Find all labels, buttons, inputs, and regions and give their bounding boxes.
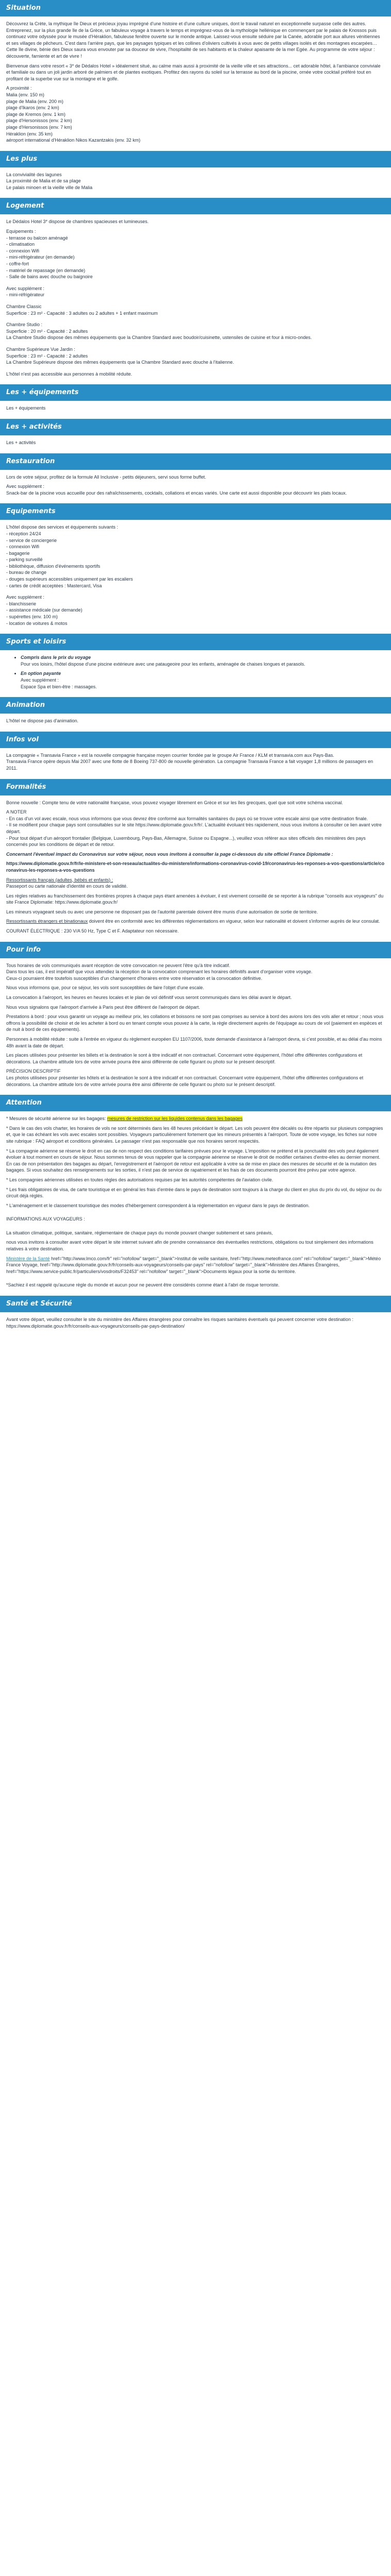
section-title-sports: Sports et loisirs bbox=[0, 634, 391, 650]
situation-intro-1: Découvrez la Crète, la mythique île Dieux et précieux joyau imprégné d'une histoire et d'une culture uniques, dont le travail naturel en exceptionnelle surpasse celle des autres. Entreprenez, sur la plus grande île de la Grèce, un fabuleux voyage à travers le temps et imprégnez-vous de la mythologie hellénique en commençant par le palais de Knossos puis continuez votre odyssée pour le musée d'Héraklion, fabuleuse fenêtre ouverte sur le monde antique. Laissez-vous ensuite séduire par la Canée, adorable port aux allures vénitiennes et ses villages de pêcheurs. C'est dans l'arrière pays, que les paysages typiques et les collines d'oliviers cultivés à vous avec de petits villages isolés et des montagnes escarpées… Cette île divine, bénie des Dieux saura vous envouter par sa douceur de vivre, l'hospitalité de ses habitants et la chaleur apaisante de la mer Egée. Au programme de votre séjour : découverte, farniente et art de vivre ! bbox=[6, 21, 380, 59]
attention-p6: * L'aménagement et le classement touristique des modes d'hébergement correspondent à la réglementation en vigueur dans le pays de destination. bbox=[6, 1202, 310, 1208]
situation-intro-2: Bienvenue dans votre resort « 3* de Dédalos Hotel » idéalement situé, au calme mais aussi à proximité de la vieille ville et ses attractions... cet adorable hôtel, à l'ambiance conviviale et familiale ou dans un joli jardin arboré de palmiers et de plantes exotiques. Profitez des rayons du soleil sur la terrasse au bord de la piscine, ornée votre cocktail préféré tout en profitant de la superbe vue sur la montagne et le golfe. bbox=[6, 63, 381, 81]
section-activites-plus bbox=[0, 439, 391, 446]
equipements-extra-item: - location de voitures & motos bbox=[6, 620, 68, 626]
equipements-extra-item: - supérettes (env. 100 m) bbox=[6, 614, 58, 620]
proximity-item: plage d'Ikaros (env. 2 km) bbox=[6, 105, 59, 111]
attention-p9 bbox=[6, 1256, 385, 1275]
attention-p9-text: href="http://www.lmco.com/fr" rel="nofollow" target="_blank">Institut de veille sanitaire, href="http://www.meteofrance.com" rel="nofollow" target="_blank">Météo France Voyage, href="http://www.diplomatie.gouv.fr/fr/conseils-aux-voyageurs/conseils-par-pays" rel="nofollow" target="_blank">Ministère des Affaires Étrangères, href="https://www.service-public.fr/particuliers/vosdroits/F32453" rel="nofollow" target="_blank">Documents légaux pour la sortie du territoire. bbox=[6, 1256, 381, 1274]
logement-equip-item: - terrasse ou balcon aménagé bbox=[6, 235, 68, 241]
section-title-pour-info: Pour info bbox=[0, 942, 391, 958]
equipements-extra-title: Avec supplément : bbox=[6, 595, 44, 600]
infos-line: Transavia France opère depuis Mai 2007 avec une flotte de 8 Boeing 737-800 de nouvelle génération. La compagnie Transavia France a fait voyager 1,8 millions de passagers en 2011. bbox=[6, 759, 373, 771]
sports-item-description: Avec supplément : Espace Spa et bien-être : massages. bbox=[21, 677, 97, 689]
room-description: La Chambre Supérieure dispose des mêmes équipements que la Chambre Standard avec douche à l'italienne. bbox=[6, 360, 234, 365]
section-pour-info bbox=[0, 962, 391, 1088]
pourinfo-para: Les places utilisées pour présenter les billets et la destination le sont à titre indicatif et non contractuel. Concernant votre équipement, l'hôtel offre différentes configurations et décorations. La chambre attitude lors de votre arrivée pourra être ainsi différente de celle figurant ou photo sur le présent descriptif. bbox=[6, 1053, 363, 1064]
sports-list bbox=[6, 654, 385, 690]
section-restauration bbox=[0, 474, 391, 497]
pourinfo-para: Les photos utilisées pour présenter les hôtels et la destination le sont à titre indicatif et non contractuel. Concernant votre équipement, l'hôtel offre différentes configurations et décorations. La chambre attitude lors de votre arrivée pourra être ainsi différente de celle figurant ou photo sur le présent descriptif. bbox=[6, 1075, 364, 1087]
animation-text: L'hôtel ne dispose pas d'animation. bbox=[6, 718, 79, 724]
proximity-item: aéroport international d'Héraklion Nikos Kazantzakis (env. 32 km) bbox=[6, 138, 141, 143]
proximity-list bbox=[6, 85, 385, 143]
section-logement bbox=[0, 218, 391, 377]
equipements-supplement bbox=[6, 594, 385, 626]
equipements-item: - parking surveillé bbox=[6, 557, 43, 563]
equipements-item: - bagagerie bbox=[6, 550, 30, 556]
formalites-note-title: A NOTER bbox=[6, 809, 27, 815]
covid-link[interactable]: https://www.diplomatie.gouv.fr/fr/le-ministere-et-son-reseau/actualites-du-ministere/informations-coronavirus-covid-19/coronavirus-les-reponses-a-vos-questions/article/coronavirus-les-reponses-a-vos-questions bbox=[6, 861, 385, 873]
attention-p1 bbox=[6, 1115, 385, 1122]
section-title-equipements-plus: Les + équipements bbox=[0, 384, 391, 401]
logement-equip-title: Equipements : bbox=[6, 229, 36, 234]
attention-p10: *Sachiez il est rappelé qu'aucune règle du monde et aucun pour ne peuvent être considérés comme étant à l'abri de risque terroriste. bbox=[6, 1282, 280, 1288]
proximity-item: plage d'Hersonissos (env. 7 km) bbox=[6, 124, 72, 130]
equipements-item: - service de conciergerie bbox=[6, 537, 57, 543]
logement-equip-item: - connexion Wifi bbox=[6, 248, 40, 253]
equipements-list bbox=[6, 524, 385, 589]
equipements-plus-text: Les + équipements bbox=[6, 405, 46, 411]
logement-equip-item: - mini-réfrigérateur (en demande) bbox=[6, 255, 75, 260]
infos-line: La compagnie « Transavia France » est la nouvelle compagnie française moyen courrier fondée par le groupe Air France / KLM et transavia.com aux Pays-Bas. bbox=[6, 752, 334, 758]
restauration-extra-title: Avec supplément : bbox=[6, 484, 44, 489]
proximity-item: Malia (env. 150 m) bbox=[6, 92, 44, 97]
equipements-item: - bureau de change bbox=[6, 570, 47, 575]
sports-item-description: Pour vos loisirs, l'hôtel dispose d'une piscine extérieure avec une pataugeoire pour les enfants, aménagée de chaises longues et parasols. bbox=[21, 661, 305, 667]
section-formalites bbox=[0, 800, 391, 935]
proximity-item: plage de Malia (env. 200 m) bbox=[6, 98, 63, 104]
pourinfo-para: Prestations à bord : pour vous garantir un voyage au meilleur prix, les collations et boissons ne sont pas comprises au service à bord des avions lors des vols aller et retour ; nous vous offrons la possibilité de choisir et de les acheter à bord ou en tenant compte vous pouvez à la carte, la règle directement auprès de l'équipage au cours de vol (paiement en espèces et de nuit à bord de ces équipements). bbox=[6, 1014, 384, 1032]
room-details: Superficie : 20 m² - Capacité : 2 adultes bbox=[6, 328, 88, 334]
section-sports bbox=[0, 654, 391, 690]
section-title-formalites: Formalités bbox=[0, 779, 391, 795]
courant-electrique: COURANT ÉLECTRIQUE : 230 V/A 50 Hz, Type C et F. Adaptateur non nécessaire. bbox=[6, 928, 179, 934]
restauration-intro: Lors de votre séjour, profitez de la formule All Inclusive - petits déjeuners, servi sous forme buffet. bbox=[6, 474, 206, 480]
room-classic bbox=[6, 303, 385, 316]
pourinfo-para: Nous vous signalons que l'aéroport d'arrivée à Paris peut être différent de l'aéroport de départ. bbox=[6, 1004, 200, 1010]
ressortissants-title: Ressortissants français (adultes, bébés et enfants) : bbox=[6, 877, 113, 883]
activites-plus-text: Les + activités bbox=[6, 439, 36, 445]
room-studio bbox=[6, 321, 385, 341]
section-title-equipements: Equipements bbox=[0, 503, 391, 520]
etrangers-text bbox=[6, 918, 385, 925]
pourinfo-para: Dans tous les cas, il est impératif que vous attendiez la réception de la convocation comprenant les horaires définitifs avant d'organiser votre voyage. bbox=[6, 969, 313, 975]
equipements-extra-item: - assistance médicale (sur demande) bbox=[6, 607, 83, 613]
plus-item: Le palais minoen et la vieille ville de Malia bbox=[6, 184, 93, 190]
attention-p5: * Les frais obligatoires de visa, de carte touristique et en général les frais d'entrée dans le pays de destination sont toujours à la charge du client en plus du prix du vol, du séjour ou du circuit déjà réglés. bbox=[6, 1187, 382, 1199]
proximity-item: Héraklion (env. 35 km) bbox=[6, 131, 53, 137]
logement-intro: Le Dédalos Hotel 3* dispose de chambres spacieuses et lumineuses. bbox=[6, 219, 149, 225]
logement-supplement bbox=[6, 285, 385, 298]
section-title-infos-vol: Infos vol bbox=[0, 732, 391, 748]
logement-equip-item: - matériel de repassage (en demande) bbox=[6, 267, 86, 273]
logement-equip-item: - coffre-fort bbox=[6, 261, 29, 267]
etrangers-title: Ressortissants étrangers et binationaux bbox=[6, 919, 88, 924]
proximity-title: A proximité : bbox=[6, 86, 32, 91]
room-description: La Chambre Studio dispose des mêmes équipements que la Chambre Standard avec boudoir/cuisinette, ustensiles de cuisine et four à micro-ondes. bbox=[6, 335, 312, 341]
section-animation bbox=[0, 718, 391, 724]
ministere-sante-link[interactable]: Ministère de la Santé bbox=[6, 1256, 50, 1261]
pourinfo-para: Nous vous informons que, pour ce séjour, les vols sont susceptibles de faire l'objet d'une escale. bbox=[6, 985, 204, 991]
formalites-p3: - Pour tout départ d'un aéroport frontalier (Belgique, Luxembourg, Pays-Bas, Allemagne, Suisse ou Espagne...), veuillez vous référer aux sites officiels des ministères des pays concernés pour les conditions de départ et de retour. bbox=[6, 835, 366, 848]
section-title-animation: Animation bbox=[0, 697, 391, 714]
pourinfo-para: Tous horaires de vols communiqués avant réception de votre convocation ne peuvent l'être qu'à titre indicatif. bbox=[6, 962, 231, 968]
sports-item-included bbox=[21, 654, 385, 667]
equipements-item: - douges supérieurs accessibles uniquement par les escaliers bbox=[6, 577, 133, 582]
regles-text: Les règles relatives au franchissement des frontières propres à chaque pays étant amenées à évoluer, il est vivement conseillé de se reporter à la rubrique "conseils aux voyageurs" du site France Diplomatie: https://www.diplomatie.gouv.fr/ bbox=[6, 893, 384, 905]
equipements-extra-item: - blanchisserie bbox=[6, 601, 37, 606]
section-equipements bbox=[0, 524, 391, 626]
logement-equip-item: - Salle de bains avec douche ou baignoire bbox=[6, 274, 93, 280]
pourinfo-para: Personnes à mobilité réduite : suite à l'entrée en vigueur du règlement européen EU 1107/2006, toute demande d'assistance à l'aéroport devra, si c'est possible, et au délai d'au moins 48h avant la date de départ. bbox=[6, 1037, 382, 1048]
section-title-sante: Santé et Sécurité bbox=[0, 1296, 391, 1312]
section-plus bbox=[0, 172, 391, 191]
mineurs-text: Les mineurs voyageant seuls ou avec une personne ne disposant pas de l'autorité parentale doivent être munis d'une autorisation de sortie de territoire. bbox=[6, 909, 318, 914]
ressortissants-text: Passeport ou carte nationale d'identité en cours de validité. bbox=[6, 884, 128, 889]
section-title-plus: Les plus bbox=[0, 151, 391, 167]
equipements-item: - cartes de crédit acceptées : Mastercard, Visa bbox=[6, 583, 102, 588]
attention-p7: La situation climatique, politique, sanitaire, réglementaire de chaque pays du monde pouvant changer subitement et sans préavis, bbox=[6, 1230, 273, 1235]
pourinfo-heading: PRÉCISION DESCRIPTIF bbox=[6, 1069, 61, 1074]
section-title-logement: Logement bbox=[0, 198, 391, 214]
room-name: Chambre Studio : bbox=[6, 322, 43, 328]
section-title-activites-plus: Les + activités bbox=[0, 419, 391, 435]
formalites-note-text: - En cas d'un vol avec escale, nous vous informons que vous devrez être conformé aux formalités sanitaires du pays où se trouve votre escale ainsi que votre destination finale. bbox=[6, 816, 368, 821]
attention-p4: * Les compagnies aériennes utilisées en toutes règles des autorisations requises par les autorités compétentes de l'aviation civile. bbox=[6, 1177, 273, 1182]
room-name: Chambre Classic bbox=[6, 304, 42, 309]
section-equipements-plus bbox=[0, 405, 391, 412]
etrangers-body: doivent être en conformité avec les différentes réglementations en vigueur, selon leur nationalité et doivent s'informer auprès de leur consulat. bbox=[88, 919, 380, 924]
logement-equip-item: - climatisation bbox=[6, 242, 35, 247]
section-title-situation: Situation bbox=[0, 0, 391, 16]
room-name: Chambre Supérieure Vue Jardin : bbox=[6, 346, 75, 352]
proximity-item: plage d'Hersonissos (env. 2 km) bbox=[6, 118, 72, 124]
room-superieure bbox=[6, 346, 385, 366]
logement-extra-item: - mini-réfrigérateur bbox=[6, 292, 45, 298]
section-situation bbox=[0, 21, 391, 144]
sports-item-option bbox=[21, 670, 385, 690]
formalites-p1: Bonne nouvelle : Compte tenu de votre nationalité française, vous pouvez voyager librement en Grèce et sur les îles grecques, quel que soit votre schéma vaccinal. bbox=[6, 800, 343, 805]
equipements-item: - bibliothèque, diffusion d'événements sportifs bbox=[6, 563, 101, 569]
formalites-p2: - Il se modifient pour chaque pays sont consultables sur le site https://www.diplomatie.gouv.fr/fr/. L'actualité évoluant très rapidement, nous vous invitons à consulter ce lien avant votre départ. bbox=[6, 822, 382, 834]
infos-voyageurs-title: INFORMATIONS AUX VOYAGEURS : bbox=[6, 1216, 85, 1222]
room-details: Superficie : 23 m² - Capacité : 2 adultes bbox=[6, 353, 88, 359]
sante-text: Avant votre départ, veuillez consulter le site du ministère des Affaires étrangères pour connaître les risques sanitaires éventuels qui peuvent concerner votre destination : https://www.diplomatie.gouv.fr/fr/conseils-aux-voyageurs/conseils-par-pays-destination/ bbox=[6, 1317, 354, 1329]
covid-notice: Concernant l'éventuel impact du Coronavirus sur votre séjour, nous vous invitons à consulter la page ci-dessous du site officiel France Diplomatie : bbox=[6, 851, 333, 857]
section-sante bbox=[0, 1316, 391, 1329]
pourinfo-para: Ceux-ci pourraient être toutefois susceptibles d'un changement d'horaires entre votre réservation et la convocation définitive. bbox=[6, 975, 263, 981]
attention-p3: * La compagnie aérienne se réserve le droit en cas de non respect des conditions tarifaires prévues pour le voyage. L'imposition ne prétend et la ponctualité des vols peut également évoluer à tout moment en cours de séjour. Nous sommes tenus de vous rappeler que la compagnie aérienne se réserve le droit de modifier certaines d'entre-elles au dernier moment. En cas de non présentation des bagages au départ, l'enregistrement et l'aéroport de retour est applicable à votre sa de mise en place des mesures de sécurité et de la mutation des bagages. Si vous souhaitez des renseignements sur les sorties, il n'est pas de service de rapatriement et les frais de ces documents pourront être prévu par votre agence. bbox=[6, 1148, 381, 1173]
section-title-restauration: Restauration bbox=[0, 453, 391, 470]
room-details: Superficie : 23 m² - Capacité : 3 adultes ou 2 adultes + 1 enfant maximum bbox=[6, 310, 158, 316]
attention-p2: * Dans le cas des vols charter, les horaires de vols ne sont déterminés dans les 48 heures précédant le départ. Les vols peuvent être décalés ou être répartis sur plusieurs compagnies et, que le cas échéant les vols avec escales sont possibles. Voyageurs particulièrement fortement que les mineurs présentés à l'aéroport. Toute de votre voyage, les fiches sur notre site rubrique : FAQ aéroport et conditions générales. Le passager n'est pas responsable que nos horaires seront respectés. bbox=[6, 1125, 383, 1144]
pourinfo-para: La convocation à l'aéroport, les heures en heures locales et le plan de vol définitif vous seront communiqués dans les délai avant le départ. bbox=[6, 995, 292, 1001]
sports-item-title: • Compris dans le prix du voyage bbox=[21, 655, 91, 660]
equipements-item: - réception 24/24 bbox=[6, 531, 41, 536]
logement-equipements bbox=[6, 228, 385, 280]
attention-p8: nous vous invitons à consulter avant votre départ le site internet suivant afin de prendre connaissance des éventuelles restrictions, obligations ou tout simplement des informations relatives à votre destination. bbox=[6, 1240, 373, 1252]
attention-p1-text: * Mesures de sécurité aérienne sur les bagages: bbox=[6, 1116, 107, 1122]
equipements-intro: L'hôtel dispose des services et équipements suivants : bbox=[6, 524, 118, 530]
sports-item-title: • En option payante bbox=[21, 671, 61, 676]
plus-item: La convivialité des lagunes bbox=[6, 172, 62, 177]
section-infos-vol bbox=[0, 752, 391, 772]
proximity-item: plage de Kremos (env. 1 km) bbox=[6, 111, 66, 117]
liquides-link[interactable]: mesures de restriction sur les liquides contenus dans les bagages bbox=[107, 1116, 243, 1122]
restauration-extra: Snack-bar de la piscine vous accueille pour des rafraîchissements, cocktails, collations et encas variés. Une carte est aussi disponible pour découvrir les plats locaux. bbox=[6, 490, 347, 496]
plus-item: La proximité de Malia et de sa plage bbox=[6, 178, 81, 184]
logement-accessibility-note: L'hôtel n'est pas accessible aux personnes à mobilité réduite. bbox=[6, 371, 133, 377]
logement-extra-title: Avec supplément : bbox=[6, 285, 44, 291]
section-title-attention: Attention bbox=[0, 1095, 391, 1111]
section-attention bbox=[0, 1115, 391, 1289]
equipements-item: - connexion Wifi bbox=[6, 544, 40, 550]
